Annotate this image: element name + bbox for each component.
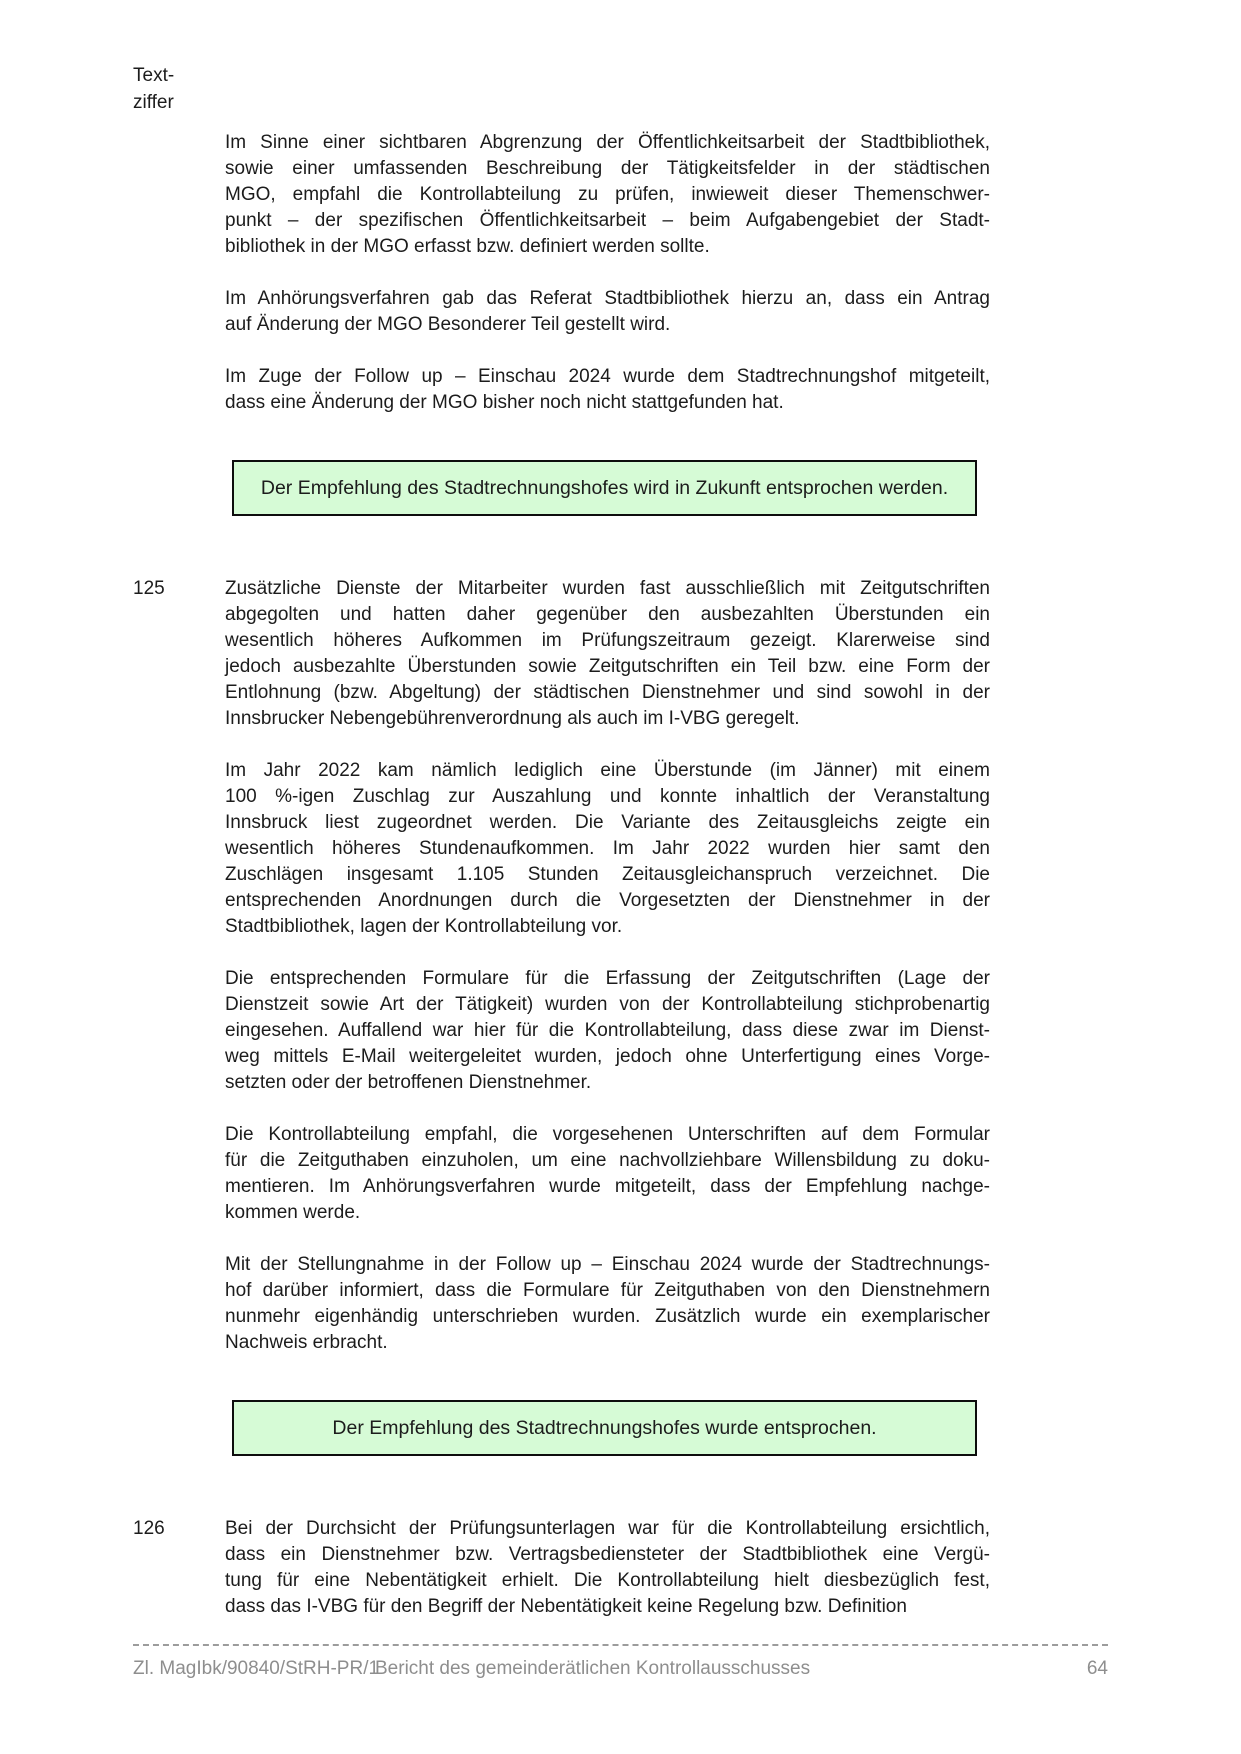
textziffer-number: 125 — [133, 578, 165, 599]
margin-column-label — [133, 62, 174, 116]
recommendation-text: Der Empfehlung des Stadtrechnungshofes wurde entsprochen. — [332, 1417, 877, 1439]
paragraph — [225, 286, 990, 338]
text-line: wesentlich höheres Stundenaufkommen. Im Jahr 2022 wurden hier samt den — [225, 838, 990, 859]
footer-row — [133, 1658, 1108, 1684]
text-line: Zuschlägen insgesamt 1.105 Stunden Zeitausgleichanspruch verzeichnet. Die — [225, 864, 990, 885]
text-line: weg mittels E-Mail weitergeleitet wurden, jedoch ohne Unterfertigung eines Vorge- — [225, 1046, 990, 1067]
text-line: Im Zuge der Follow up – Einschau 2024 wurde dem Stadtrechnungshof mitgeteilt, — [225, 366, 990, 387]
paragraph — [225, 966, 990, 1096]
text-line: Im Sinne einer sichtbaren Abgrenzung der Öffentlichkeitsarbeit der Stadtbibliothek, — [225, 132, 990, 153]
text-line: jedoch ausbezahlte Überstunden sowie Zeitgutschriften ein Teil bzw. eine Form der — [225, 656, 990, 677]
text-line: Innsbrucker Nebengebührenverordnung als auch im I-VBG geregelt. — [225, 708, 800, 729]
footer-divider — [133, 1644, 1108, 1646]
text-line: 100 %-igen Zuschlag zur Auszahlung und konnte inhaltlich der Veranstaltung — [225, 786, 990, 807]
margin-label-line: Text- — [133, 65, 175, 86]
textziffer-number: 126 — [133, 1518, 165, 1539]
paragraph — [225, 1252, 990, 1356]
content-area — [133, 130, 990, 1646]
text-line: dass eine Änderung der MGO bisher noch nicht stattgefunden hat. — [225, 392, 784, 413]
text-line: Die Kontrollabteilung empfahl, die vorgesehenen Unterschriften auf dem Formular — [225, 1124, 990, 1145]
footer-title: Bericht des gemeinderätlichen Kontrollausschusses — [375, 1658, 811, 1679]
page-footer — [133, 1644, 1108, 1684]
text-line: Dienstzeit sowie Art der Tätigkeit) wurden von der Kontrollabteilung stichprobenartig — [225, 994, 990, 1015]
text-line: setzten oder der betroffenen Dienstnehmer. — [225, 1072, 592, 1093]
margin-label-line: ziffer — [133, 92, 174, 113]
text-line: Die entsprechenden Formulare für die Erfassung der Zeitgutschriften (Lage der — [225, 968, 990, 989]
text-line: Mit der Stellungnahme in der Follow up – Einschau 2024 wurde der Stadtrechnungs- — [225, 1254, 990, 1275]
text-line: bibliothek in der MGO erfasst bzw. definiert werden sollte. — [225, 236, 710, 257]
text-line: tung für eine Nebentätigkeit erhielt. Die Kontrollabteilung hielt diesbezüglich fest, — [225, 1570, 990, 1591]
text-line: entsprechenden Anordnungen durch die Vorgesetzten der Dienstnehmer in der — [225, 890, 990, 911]
footer-reference: Zl. MagIbk/90840/StRH-PR/1 — [133, 1658, 380, 1679]
text-line: kommen werde. — [225, 1202, 361, 1223]
recommendation-box — [232, 460, 977, 516]
text-line: dass ein Dienstnehmer bzw. Vertragsbediensteter der Stadtbibliothek eine Vergü- — [225, 1544, 990, 1565]
paragraph — [133, 1516, 990, 1620]
paragraph — [225, 130, 990, 260]
text-line: Entlohnung (bzw. Abgeltung) der städtischen Dienstnehmer und sind sowohl in der — [225, 682, 990, 703]
text-line: Stadtbibliothek, lagen der Kontrollabteilung vor. — [225, 916, 623, 937]
text-line: Bei der Durchsicht der Prüfungsunterlagen war für die Kontrollabteilung ersichtlich, — [225, 1518, 990, 1539]
text-line: Nachweis erbracht. — [225, 1332, 388, 1353]
text-line: mentieren. Im Anhörungsverfahren wurde mitgeteilt, dass der Empfehlung nachge- — [225, 1176, 990, 1197]
recommendation-text: Der Empfehlung des Stadtrechnungshofes wird in Zukunft entsprochen werden. — [260, 477, 949, 499]
text-line: Im Jahr 2022 kam nämlich lediglich eine Überstunde (im Jänner) mit einem — [225, 760, 990, 781]
text-line: eingesehen. Auffallend war hier für die Kontrollabteilung, dass diese zwar im Dienst- — [225, 1020, 990, 1041]
text-line: Im Anhörungsverfahren gab das Referat Stadtbibliothek hierzu an, dass ein Antrag — [225, 288, 990, 309]
text-line: Innsbruck liest zugeordnet werden. Die Variante des Zeitausgleichs zeigte ein — [225, 812, 990, 833]
text-line: dass das I-VBG für den Begriff der Nebentätigkeit keine Regelung bzw. Definition — [225, 1596, 907, 1617]
text-line: nunmehr eigenhändig unterschrieben wurden. Zusätzlich wurde ein exemplarischer — [225, 1306, 990, 1327]
text-line: für die Zeitguthaben einzuholen, um eine nachvollziehbare Willensbildung zu doku- — [225, 1150, 990, 1171]
text-line: MGO, empfahl die Kontrollabteilung zu prüfen, inwieweit dieser Themenschwer- — [225, 184, 990, 205]
paragraph — [225, 364, 990, 416]
text-line: abgegolten und hatten daher gegenüber den ausbezahlten Überstunden ein — [225, 604, 990, 625]
footer-page-number: 64 — [1086, 1658, 1108, 1679]
paragraph — [225, 758, 990, 940]
paragraph — [225, 1122, 990, 1226]
text-line: punkt – der spezifischen Öffentlichkeitsarbeit – beim Aufgabengebiet der Stadt- — [225, 210, 990, 231]
text-line: auf Änderung der MGO Besonderer Teil gestellt wird. — [225, 314, 671, 335]
text-line: sowie einer umfassenden Beschreibung der Tätigkeitsfelder in der städtischen — [225, 158, 990, 179]
text-line: hof darüber informiert, dass die Formulare für Zeitguthaben von den Dienstnehmern — [225, 1280, 990, 1301]
text-line: Zusätzliche Dienste der Mitarbeiter wurden fast ausschließlich mit Zeitgutschriften — [225, 578, 990, 599]
recommendation-box — [232, 1400, 977, 1456]
paragraph — [133, 576, 990, 732]
text-line: wesentlich höheres Aufkommen im Prüfungszeitraum gezeigt. Klarerweise sind — [225, 630, 990, 651]
